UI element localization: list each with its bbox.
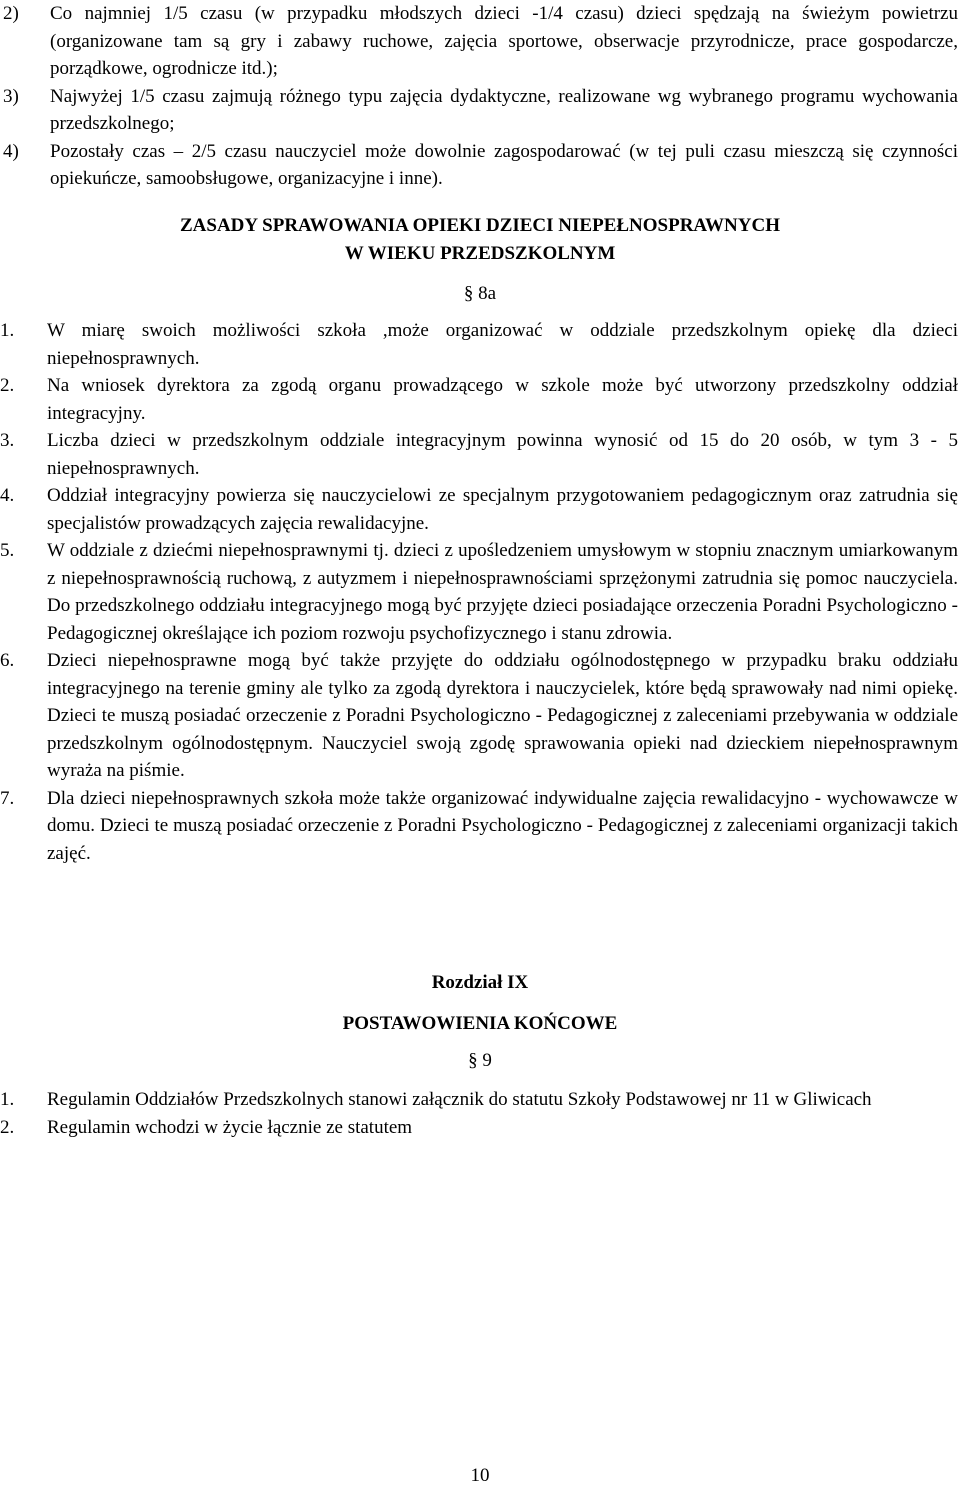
list-item xyxy=(3,138,958,193)
list-item-number: 5. xyxy=(0,540,15,561)
list-item xyxy=(0,785,958,868)
list-item-text: Dzieci niepełnosprawne mogą być także przyjęte do oddziału ogólnodostępnego w przypadku braku oddziału integracyjnego na terenie gminy ale tylko za zgodą dyrektora i nauczycielek, które będą sprawowały nad nimi opiekę. Dzieci te muszą posiadać orzeczenie z Poradni Psychologiczno - Pedagogicznej z zaleceniami przebywania w oddziale przedszkolnym ogólnodostępnym. Nauczyciel swoją zgodę sprawowania opieki nad dzieckiem niepełnosprawnym wyraża na piśmie. xyxy=(47,650,958,781)
list-item-number: 4. xyxy=(0,485,15,506)
list-item-text: Co najmniej 1/5 czasu (w przypadku młodszych dzieci -1/4 czasu) dzieci spędzają na świeżym powietrzu (organizowane tam są gry i zabawy ruchowe, zajęcia sportowe, obserwacje przyrodnicze, prace gospodarcze, porządkowe, ogrodnicze itd.); xyxy=(50,3,958,79)
list-item-text: W miarę swoich możliwości szkoła ,może organizować w oddziale przedszkolnym opiekę dla dzieci niepełnosprawnych. xyxy=(47,320,958,369)
section-heading-8a xyxy=(0,212,960,267)
list-item-number: 1. xyxy=(0,1089,15,1110)
list-item-text: Na wniosek dyrektora za zgodą organu prowadzącego w szkole może być utworzony przedszkolny oddział integracyjny. xyxy=(47,375,958,424)
top-list xyxy=(3,0,958,193)
list-item-text: Dla dzieci niepełnosprawnych szkoła może także organizować indywidualne zajęcia rewalidacyjno - wychowawcze w domu. Dzieci te muszą posiadać orzeczenie z Poradni Psychologiczno - Pedagogicznej z zaleceniami organizacji takich zajęć. xyxy=(47,787,958,864)
paragraph-mark-9 xyxy=(0,1047,960,1075)
list-item-number: 3. xyxy=(0,430,15,451)
chapter-subtitle: POSTAWOWIENIA KOŃCOWE xyxy=(342,1012,618,1034)
list-item xyxy=(0,372,958,427)
list-item-text: Regulamin wchodzi w życie łącznie ze statutem xyxy=(47,1116,413,1138)
list-item xyxy=(0,482,958,537)
list-item xyxy=(0,537,958,647)
chapter-title: Rozdział IX xyxy=(431,972,529,993)
list-item-text: Najwyżej 1/5 czasu zajmują różnego typu zajęcia dydaktyczne, realizowane wg wybranego programu wychowania przedszkolnego; xyxy=(50,85,958,134)
list-item xyxy=(0,1086,958,1114)
list-item xyxy=(0,647,958,785)
list-item-text: Pozostały czas – 2/5 czasu nauczyciel może dowolnie zagospodarować (w tej puli czasu mieszczą się czynności opiekuńcze, samoobsługowe, organizacyjne i inne). xyxy=(50,140,958,189)
section-heading-line-1: ZASADY SPRAWOWANIA OPIEKI DZIECI NIEPEŁNOSPRAWNYCH xyxy=(179,215,780,236)
list-item xyxy=(0,427,958,482)
list-item-number: 2) xyxy=(3,3,19,24)
list-item-number: 7. xyxy=(0,787,15,809)
list-item-text: Liczba dzieci w przedszkolnym oddziale integracyjnym powinna wynosić od 15 do 20 osób, w tym 3 - 5 niepełnosprawnych. xyxy=(47,430,958,479)
chapter-heading-9 xyxy=(0,969,960,1037)
list-item-number: 6. xyxy=(0,650,15,671)
chapter-9-list xyxy=(0,1086,958,1141)
list-item-number: 2. xyxy=(0,1116,15,1138)
list-item-number: 3) xyxy=(3,85,19,107)
list-item-number: 2. xyxy=(0,375,15,396)
section-8a-list xyxy=(0,317,958,867)
paragraph-mark-text: § 9 xyxy=(468,1050,492,1071)
list-item-text: Oddział integracyjny powierza się nauczycielowi ze specjalnym przygotowaniem pedagogicznym oraz zatrudnia się specjalistów prowadzących zajęcia rewalidacyjne. xyxy=(47,485,958,534)
list-item-text: Regulamin Oddziałów Przedszkolnych stanowi załącznik do statutu Szkoły Podstawowej nr 11 w Gliwicach xyxy=(47,1089,872,1110)
paragraph-mark-text: § 8a xyxy=(463,283,497,304)
paragraph-mark-8a xyxy=(0,280,960,308)
list-item xyxy=(3,83,958,138)
list-item-number: 4) xyxy=(3,140,19,162)
page-number: 10 xyxy=(470,1465,490,1486)
list-item-text: W oddziale z dziećmi niepełnosprawnymi tj. dzieci z upośledzeniem umysłowym w stopniu znacznym umiarkowanym z niepełnosprawnością ruchową, z autyzmem i niepełnosprawnościami sprzężonymi zatrudnia się pomoc nauczyciela. Do przedszkolnego oddziału integracyjnego mogą być przyjęte dzieci posiadające orzeczenia Poradni Psychologiczno - Pedagogicznej określające ich poziom rozwoju psychofizycznego i stanu zdrowia. xyxy=(47,540,958,644)
section-heading-line-2: W WIEKU PRZEDSZKOLNYM xyxy=(344,242,616,264)
list-item-number: 1. xyxy=(0,320,15,341)
list-item xyxy=(0,317,958,372)
list-item xyxy=(0,1114,958,1142)
list-item xyxy=(3,0,958,83)
